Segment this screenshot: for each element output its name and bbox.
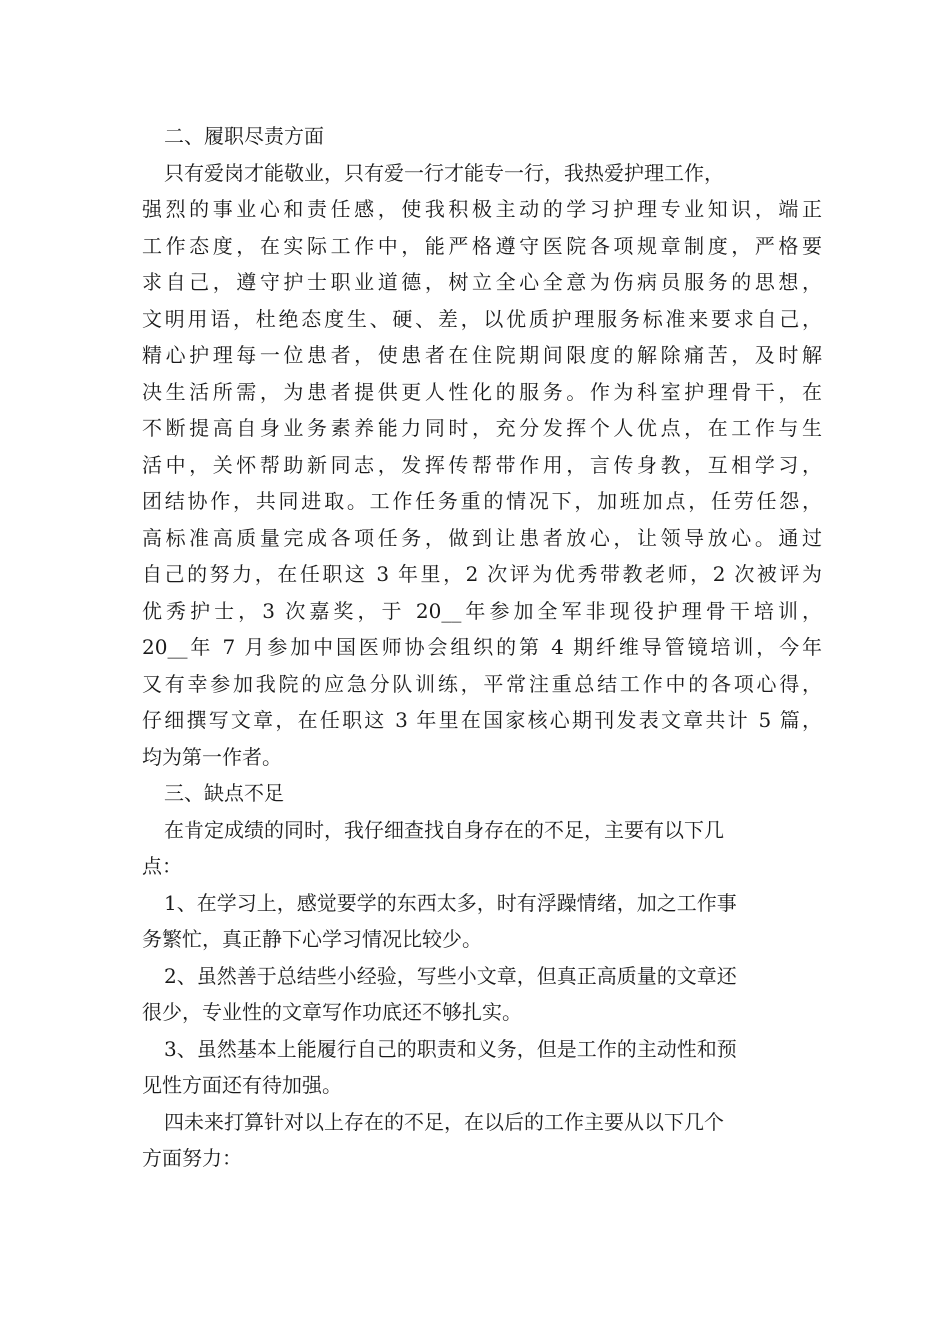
text-line: 文明用语，杜绝态度生、硬、差，以优质护理服务标准来要求自己， xyxy=(142,306,822,331)
text-line: 很少，专业性的文章写作功底还不够扎实。 xyxy=(142,1000,522,1024)
text-line: 精心护理每一位患者，使患者在住院期间限度的解除痛苦，及时解 xyxy=(142,343,822,367)
text-line: 优秀护士，3 次嘉奖，于 20__年参加全军非现役护理骨干培训， xyxy=(142,598,822,623)
text-line: 均为第一作者。 xyxy=(142,744,282,769)
text-line: 又有幸参加我院的应急分队训练，平常注重总结工作中的各项心得， xyxy=(142,671,822,696)
text-line: 活中，关怀帮助新同志，发挥传帮带作用，言传身教，互相学习， xyxy=(142,452,822,477)
text-line: 仔细撰写文章，在任职这 3 年里在国家核心期刊发表文章共计 5 篇， xyxy=(142,708,822,732)
text-line: 方面努力： xyxy=(142,1146,242,1170)
text-line: 四未来打算针对以上存在的不足，在以后的工作主要从以下几个 xyxy=(164,1109,724,1134)
text-line: 自己的努力，在任职这 3 年里，2 次评为优秀带教老师，2 次被评为 xyxy=(142,562,822,586)
document-body xyxy=(142,118,822,1177)
text-line: 高标准高质量完成各项任务，做到让患者放心，让领导放心。通过 xyxy=(142,525,822,550)
text-line: 见性方面还有待加强。 xyxy=(142,1073,342,1097)
text-line: 务繁忙，真正静下心学习情况比较少。 xyxy=(142,927,482,951)
text-line: 求自己，遵守护士职业道德，树立全心全意为伤病员服务的思想， xyxy=(142,270,822,294)
text-line: 强烈的事业心和责任感，使我积极主动的学习护理专业知识，端正 xyxy=(142,197,822,221)
text-line: 2、虽然善于总结些小经验，写些小文章，但真正高质量的文章还 xyxy=(164,963,737,988)
text-line: 只有爱岗才能敬业，只有爱一行才能专一行，我热爱护理工作， xyxy=(164,160,724,185)
text-line: 1、在学习上，感觉要学的东西太多，时有浮躁情绪，加之工作事 xyxy=(164,890,737,915)
text-line: 决生活所需，为患者提供更人性化的服务。作为科室护理骨干，在 xyxy=(142,379,822,404)
text-line: 不断提高自身业务素养能力同时，充分发挥个人优点，在工作与生 xyxy=(142,416,822,440)
text-line: 二、履职尽责方面 xyxy=(164,124,324,148)
text-line: 在肯定成绩的同时，我仔细查找自身存在的不足，主要有以下几 xyxy=(164,817,724,842)
text-line: 3、虽然基本上能履行自己的职责和义务，但是工作的主动性和预 xyxy=(164,1036,737,1061)
text-line: 20__年 7 月参加中国医师协会组织的第 4 期纤维导管镜培训，今年 xyxy=(142,635,822,659)
text-line: 团结协作，共同进取。工作任务重的情况下，加班加点，任劳任怨， xyxy=(142,489,822,513)
text-line: 工作态度，在实际工作中，能严格遵守医院各项规章制度，严格要 xyxy=(142,233,822,258)
section-heading: 三、缺点不足 xyxy=(164,781,284,805)
text-line: 点： xyxy=(142,854,182,878)
